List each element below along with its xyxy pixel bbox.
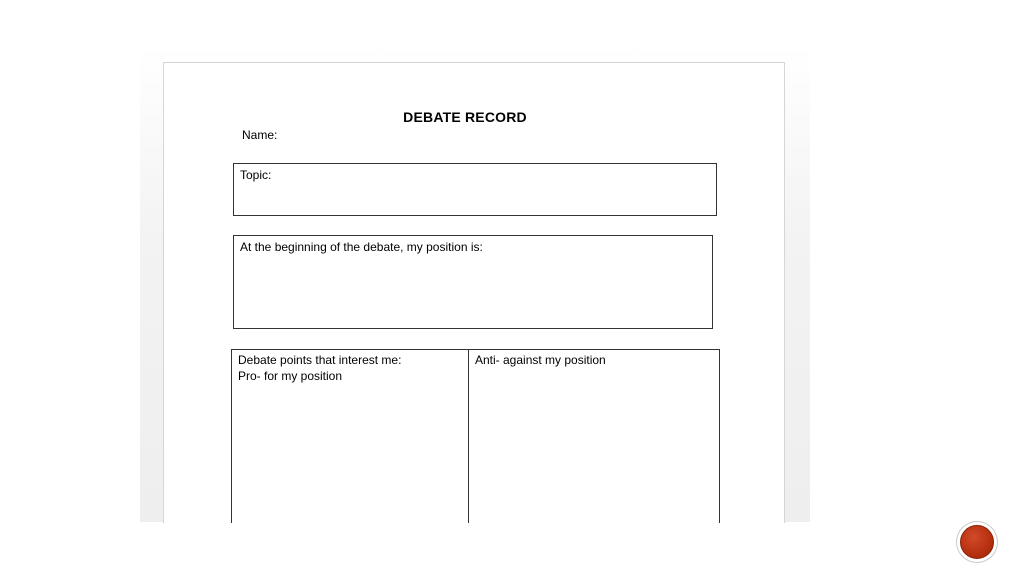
orange-circle-icon	[960, 525, 994, 559]
anti-column-header: Anti- against my position	[475, 353, 606, 367]
topic-box	[233, 163, 717, 216]
pro-header-line2: Pro- for my position	[238, 369, 343, 383]
pro-column	[232, 350, 469, 523]
name-label: Name:	[242, 128, 278, 142]
topic-label: Topic:	[240, 168, 272, 182]
slide-nav-button[interactable]	[957, 522, 997, 562]
document-page	[163, 62, 785, 523]
debate-points-table	[231, 349, 720, 523]
pro-header-line1: Debate points that interest me:	[238, 353, 402, 367]
position-label: At the beginning of the debate, my position is:	[240, 240, 483, 254]
anti-column	[469, 350, 719, 523]
pro-column-header	[238, 352, 401, 384]
document-title: DEBATE RECORD	[403, 109, 527, 125]
position-box	[233, 235, 713, 329]
